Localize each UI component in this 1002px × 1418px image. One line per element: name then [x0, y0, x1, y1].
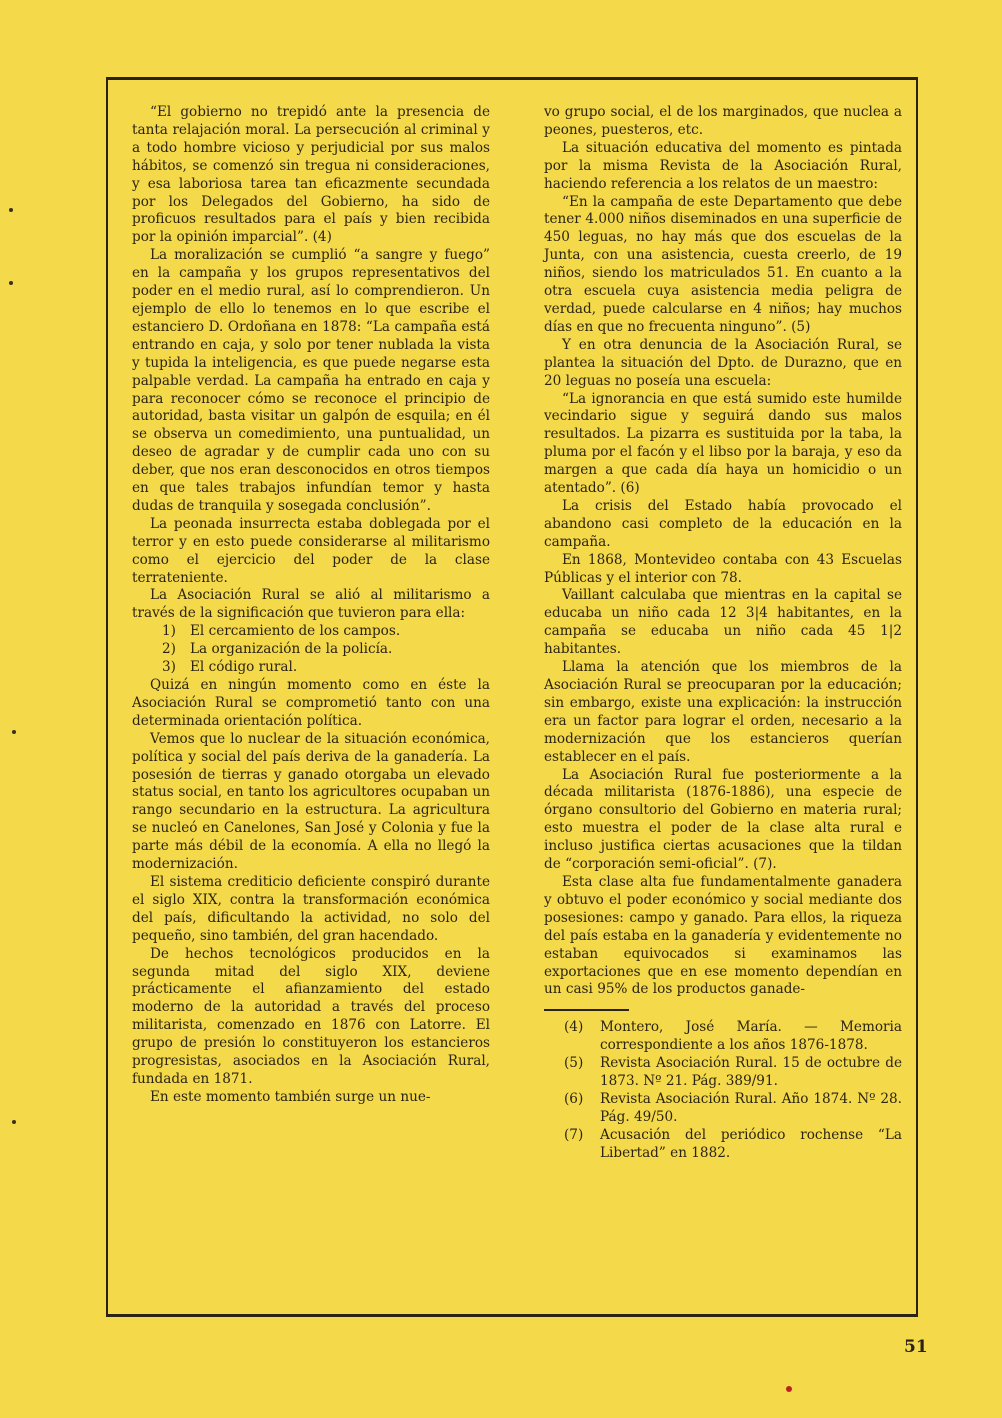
- list-text: La organización de la policía.: [190, 641, 393, 658]
- left-column: [132, 104, 490, 1107]
- footnote: [544, 1019, 902, 1055]
- footnote-ref: (5): [564, 1055, 584, 1072]
- footnote-ref: (6): [564, 1090, 584, 1107]
- print-speck: [12, 1120, 16, 1124]
- right-column: [544, 104, 902, 1163]
- paragraph: “La ignorancia en que está sumido este humilde vecindario sigue y seguirá dando sus malos resultados. La pizarra es sustituida por la taba, la pluma por el facón y el libso por la baraja, y eso da margen a que cada día haya un homicidio o un atentado”. (6): [544, 390, 902, 497]
- red-speck: [786, 1386, 792, 1392]
- footnote-text: Montero, José María. — Memoria correspondiente a los años 1876-1878.: [600, 1019, 902, 1054]
- paragraph: Vemos que lo nuclear de la situación económica, política y social del país deriva de la ganadería. La posesión de tierras y ganado otorgaba un elevado status social, en tanto los agricultores ocupaban un rango secundario en la estructura. La agricultura se nucleó en Canelones, San José y Colonia y fue la parte más débil de la economía. A ella no llegó la modernización.: [132, 730, 490, 873]
- footnote-divider: [544, 1009, 629, 1011]
- paragraph: La situación educativa del momento es pintada por la misma Revista de la Asociación Rural, haciendo referencia a los relatos de un maestro:: [544, 139, 902, 192]
- paragraph: Y en otra denuncia de la Asociación Rural, se plantea la situación del Dpto. de Durazno, que en 20 leguas no poseía una escuela:: [544, 336, 902, 389]
- print-speck: [12, 730, 16, 734]
- paragraph: Quizá en ningún momento como en éste la Asociación Rural se comprometió tanto con una determinada orientación política.: [132, 677, 490, 729]
- footnote-text: Acusación del periódico rochense “La Libertad” en 1882.: [600, 1126, 902, 1161]
- footnote-text: Revista Asociación Rural. 15 de octubre de 1873. Nº 21. Pág. 389/91.: [600, 1055, 902, 1090]
- list-item: [132, 623, 490, 641]
- print-speck: [9, 281, 13, 285]
- footnote-ref: (7): [564, 1126, 584, 1143]
- footnotes: [544, 1019, 902, 1162]
- paragraph: La moralización se cumplió “a sangre y fuego” en la campaña y los grupos representativos del poder en el medio rural, así lo comprendieron. Un ejemplo de ello lo tenemos en lo que escribe el estanciero D. Ordoñana en 1878: “La campaña está entrando en caja, y solo por tener nublada la vista y tupida la inteligencia, es que puede negarse esta palpable verdad. La campaña ha entrado en caja y para reconocer cómo se reconoce el principio de autoridad, basta visitar un galpón de esquila; en él se observa un comedimiento, una puntualidad, un deseo de agradar y de cumplir cada uno con su deber, que nos eran desconocidos en otros tiempos en que tales trabajos infundían temor y hasta dudas de tranquila y sosegada conclusión”.: [132, 247, 490, 514]
- footnote: [544, 1091, 902, 1127]
- paragraph: La crisis del Estado había provocado el abandono casi completo de la educación en la campaña.: [544, 497, 902, 550]
- print-speck: [9, 208, 13, 212]
- list-item: [132, 641, 490, 659]
- paragraph: Esta clase alta fue fundamentalmente ganadera y obtuvo el poder económico y social mediante dos posesiones: campo y ganado. Para ellos, la riqueza del país estaba en la ganadería y evidentemente no estaban equivocados si examinamos las exportaciones que en ese momento dependían en un casi 95% de los productos ganade-: [544, 873, 902, 998]
- list-number: 2): [162, 641, 176, 658]
- list-text: El cercamiento de los campos.: [190, 623, 401, 640]
- list-item: [132, 659, 490, 677]
- paragraph: La Asociación Rural fue posteriormente a la década militarista (1876-1886), una especie de órgano consultorio del Gobierno en materia rural; esto muestra el poder de la clase alta rural e incluso justifica ciertas acusaciones que la tildan de “corporación semi-oficial”. (7).: [544, 766, 902, 873]
- paragraph: “En la campaña de este Departamento que debe tener 4.000 niños diseminados en una superficie de 450 leguas, no hay más que dos escuelas de la Junta, con una asistencia, cuesta creerlo, de 19 niños, siendo los matriculados 51. En cuanto a la otra escuela cuya asistencia media peligra de verdad, puede calcularse en 4 niños; hay muchos días en que no frecuenta ninguno”. (5): [544, 193, 902, 335]
- footnote-text: Revista Asociación Rural. Año 1874. Nº 28. Pág. 49/50.: [600, 1090, 902, 1125]
- footnote: [544, 1055, 902, 1091]
- footnote: [544, 1127, 902, 1163]
- paragraph: La Asociación Rural se alió al militarismo a través de la significación que tuvieron para ella:: [132, 587, 490, 622]
- paragraph: La peonada insurrecta estaba doblegada por el terror y en esto puede considerarse al militarismo como el ejercicio del poder de la clase terrateniente.: [132, 515, 490, 586]
- paragraph: De hechos tecnológicos producidos en la segunda mitad del siglo XIX, deviene prácticamente el afianzamiento del estado moderno de la autoridad a través del proceso militarista, comenzado en 1876 con Latorre. El grupo de presión lo constituyeron los estancieros progresistas, asociados en la Asociación Rural, fundada en 1871.: [132, 945, 490, 1087]
- paragraph: Vaillant calculaba que mientras en la capital se educaba un niño cada 12 3|4 habitantes, en la campaña se educaba un niño cada 45 1|2 habitantes.: [544, 587, 902, 658]
- page-number: 51: [904, 1337, 928, 1357]
- paragraph: vo grupo social, el de los marginados, que nuclea a peones, puesteros, etc.: [544, 104, 902, 138]
- paragraph: Llama la atención que los miembros de la Asociación Rural se preocuparan por la educación; sin embargo, existe una explicación: la instrucción era un factor para lograr el orden, necesario a la modernización que los estancieros querían establecer en el país.: [544, 659, 902, 765]
- numbered-list: [132, 623, 490, 677]
- footnote-ref: (4): [564, 1019, 584, 1036]
- list-text: El código rural.: [190, 659, 298, 676]
- paragraph: En este momento también surge un nue-: [150, 1088, 431, 1105]
- paragraph: En 1868, Montevideo contaba con 43 Escuelas Públicas y el interior con 78.: [544, 551, 902, 586]
- list-number: 3): [162, 659, 176, 676]
- paragraph: El sistema crediticio deficiente conspiró durante el siglo XIX, contra la transformación económica del país, dificultando la actividad, no solo del pequeño, sino también, del gran hacendado.: [132, 873, 490, 944]
- list-number: 1): [162, 623, 176, 640]
- paragraph: “El gobierno no trepidó ante la presencia de tanta relajación moral. La persecución al criminal y a todo hombre vicioso y perjudicial por sus malos hábitos, se comenzó sin tregua ni consideraciones, y esa laboriosa tarea tan eficazmente secundada por los Delegados del Gobierno, ha sido de proficuos resultados para el país y bien recibida por la opinión imparcial”. (4): [132, 104, 490, 246]
